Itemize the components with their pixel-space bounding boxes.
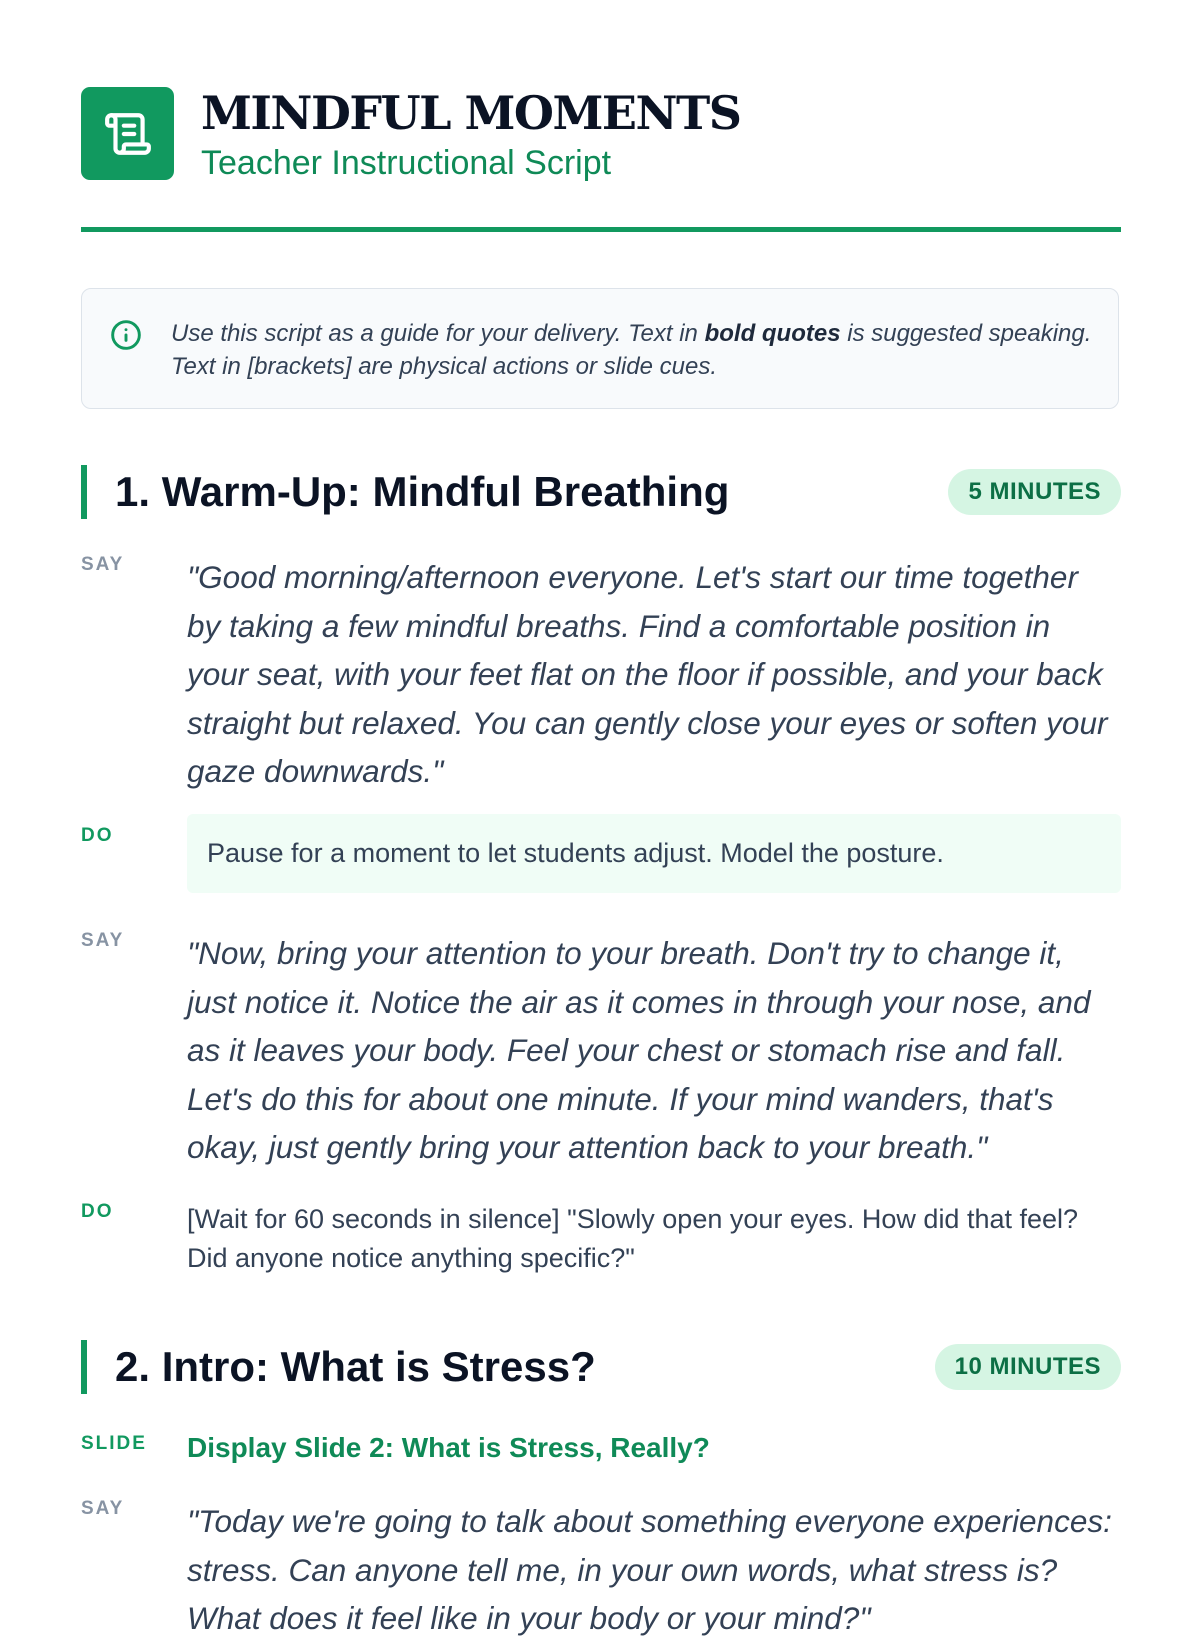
say-text: "Now, bring your attention to your breath. Don't try to change it, just notice it. Notice the air as it comes in through your nose, and as it leaves your body. Feel your chest or stomach rise and fall. Let's do this for about one minute. If your mind wanders, that's okay, just gently bring your attention back to your breath."	[187, 935, 1091, 1165]
header-divider	[81, 227, 1121, 232]
scroll-icon	[81, 87, 174, 180]
section-accent-bar	[81, 465, 87, 519]
section-title: 2. Intro: What is Stress?	[115, 1343, 596, 1390]
instructions-bold-phrase: bold quotes	[704, 320, 841, 347]
instructions-note	[81, 288, 1119, 409]
cue-label: SLIDE	[81, 1433, 147, 1454]
do-text: Pause for a moment to let students adjust. Model the posture.	[207, 838, 944, 868]
do-text: [Wait for 60 seconds in silence] "Slowly open your eyes. How did that feel? Did anyone notice anything specific?"	[187, 1204, 1079, 1273]
section-title: 1. Warm-Up: Mindful Breathing	[115, 468, 730, 515]
page-title: MINDFUL MOMENTS	[201, 86, 741, 140]
page-subtitle: Teacher Instructional Script	[201, 144, 612, 182]
cue-label: SAY	[81, 930, 125, 951]
say-text: "Today we're going to talk about something everyone experiences: stress. Can anyone tell me, in your own words, what stress is? What does it feel like in your body or your mind?"	[187, 1503, 1112, 1636]
instructions-text	[171, 317, 1101, 383]
say-text: "Good morning/afternoon everyone. Let's start our time together by taking a few mindful breaths. Find a comfortable position in your seat, with your feet flat on the floor if possible, and your back straight but relaxed. You can gently close your eyes or soften your gaze downwards."	[187, 559, 1108, 789]
page-header	[81, 87, 1121, 181]
cue-label: SAY	[81, 554, 125, 575]
section-header	[81, 465, 1121, 519]
duration-badge: 5 MINUTES	[948, 469, 1121, 515]
instructions-text-part: Use this script as a guide for your delivery. Text in	[171, 320, 705, 347]
cue-label: DO	[81, 1201, 114, 1222]
do-callout	[187, 814, 1121, 893]
cue-label: DO	[81, 825, 114, 846]
instructions-text-part: is suggested speaking. Text in [brackets] are physical actions or slide cues.	[171, 320, 1092, 380]
slide-cue-text: Display Slide 2: What is Stress, Really?	[187, 1432, 710, 1463]
section-accent-bar	[81, 1340, 87, 1394]
section-header	[81, 1340, 1121, 1394]
duration-badge: 10 MINUTES	[935, 1344, 1121, 1390]
cue-label: SAY	[81, 1498, 125, 1519]
info-icon	[110, 319, 142, 351]
